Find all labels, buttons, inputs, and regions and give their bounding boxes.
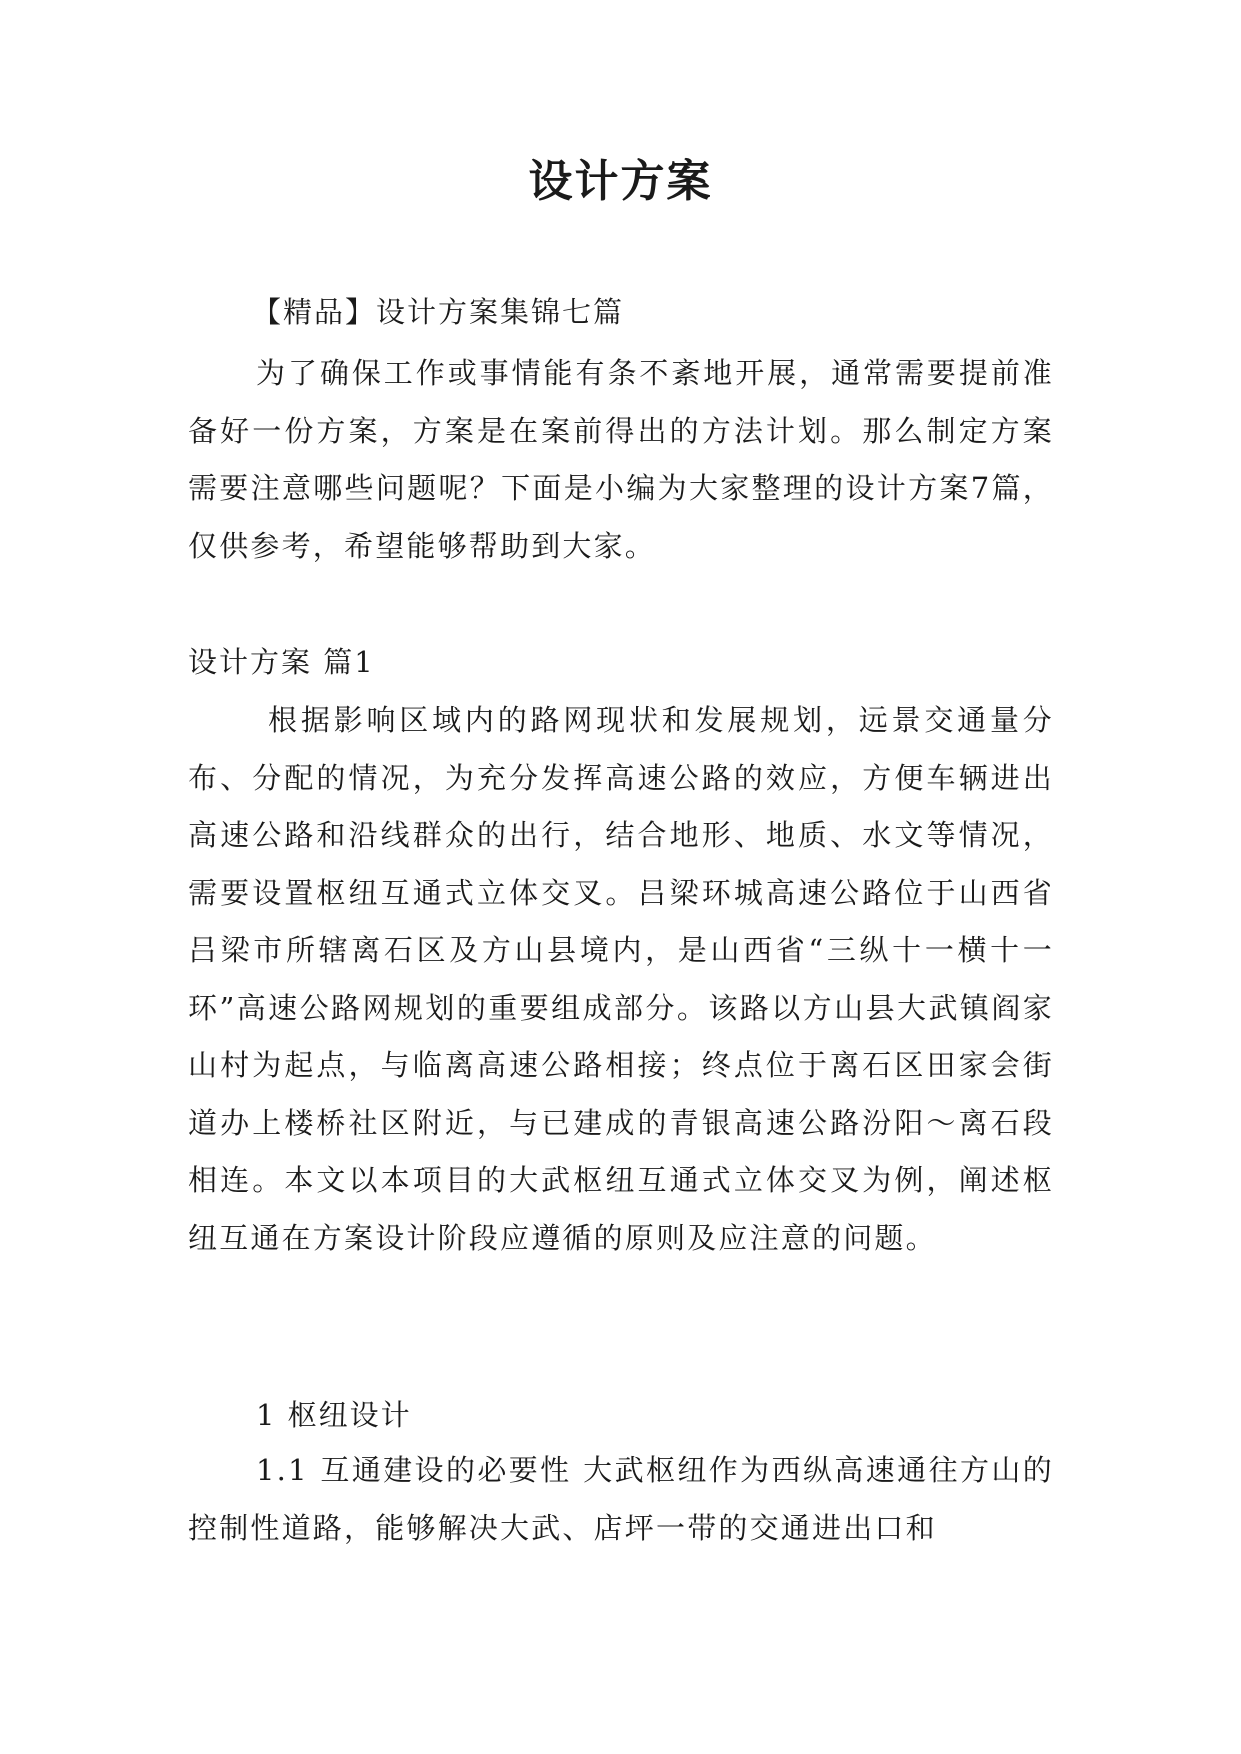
- document-subtitle: 【精品】设计方案集锦七篇: [252, 295, 625, 329]
- document-title: 设计方案: [528, 156, 713, 207]
- intro-paragraph: 为了确保工作或事情能有条不紊地开展，通常需要提前准备好一份方案，方案是在案前得出的方法计划。那么制定方案需要注意哪些问题呢？下面是小编为大家整理的设计方案7篇，仅供参考，希望能够帮助到大家。: [188, 356, 1054, 563]
- heading-hub-design: 1 枢纽设计: [256, 1398, 412, 1432]
- section-title: 设计方案 篇1: [188, 645, 375, 679]
- section-body-paragraph: 根据影响区域内的路网现状和发展规划，远景交通量分布、分配的情况，为充分发挥高速公路的效应，方便车辆进出高速公路和沿线群众的出行，结合地形、地质、水文等情况，需要设置枢纽互通式立体交叉。吕梁环城高速公路位于山西省吕梁市所辖离石区及方山县境内，是山西省“三纵十一横十一环”高速公路网规划的重要组成部分。该路以方山县大武镇阎家山村为起点，与临离高速公路相接；终点位于离石区田家会街道办上楼桥社区附近，与已建成的青银高速公路汾阳～离石段相连。本文以本项目的大武枢纽互通式立体交叉为例，阐述枢纽互通在方案设计阶段应遵循的原则及应注意的问题。: [188, 703, 1054, 1255]
- subsection-1-1-paragraph: 1.1 互通建设的必要性 大武枢纽作为西纵高速通往方山的控制性道路，能够解决大武、店坪一带的交通进出口和: [188, 1453, 1054, 1545]
